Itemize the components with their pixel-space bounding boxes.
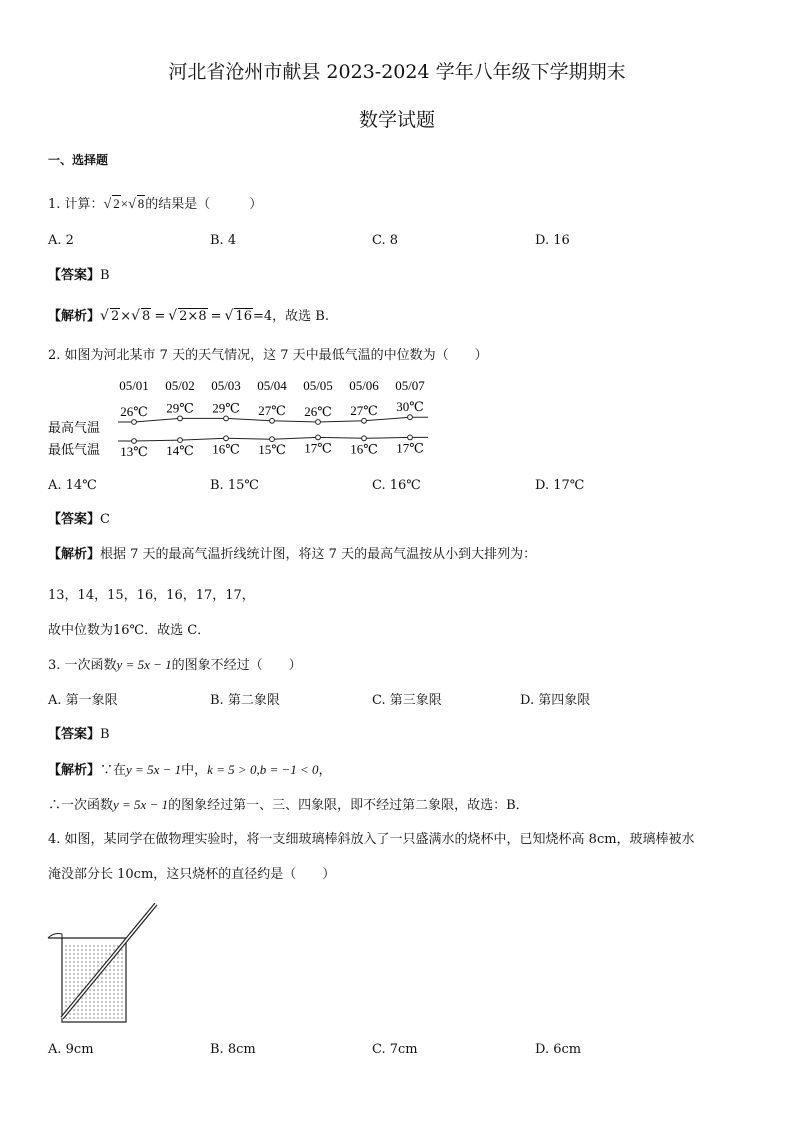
q2-conclusion: 故中位数为16℃．故选 C． (48, 623, 211, 638)
q3-stem-suffix: 的图象不经过（ ） (171, 658, 302, 673)
q2-answer-value: C (100, 512, 110, 527)
water-fill (65, 946, 124, 1018)
glass-rod-highlight (62, 904, 156, 1018)
low-temp-label: 17℃ (304, 440, 332, 456)
date-label: 05/07 (395, 378, 425, 393)
q3-option-b: B. 第二象限 (210, 693, 280, 708)
q3-analysis-label: 【解析】 (48, 763, 101, 778)
q4-option-c: C. 7cm (372, 1042, 418, 1057)
high-temp-point (362, 418, 367, 423)
q2-analysis (48, 547, 536, 563)
low-temp-point (316, 435, 321, 440)
low-temp-label: 15℃ (258, 442, 286, 458)
q4-option-d: D. 6cm (535, 1042, 582, 1057)
q1-an-r2: 8 (142, 309, 151, 324)
q4-option-b: B. 8cm (210, 1042, 256, 1057)
q3-option-a: A. 第一象限 (48, 693, 118, 708)
low-temp-row-label: 最低气温 (48, 442, 101, 457)
high-temp-point (270, 418, 275, 423)
q1-answer-value: B (100, 268, 110, 283)
date-label: 05/06 (349, 378, 379, 393)
high-temp-label: 29℃ (212, 400, 240, 416)
q1-an-result: =4，故选 B. (252, 309, 329, 324)
q3-option-d: D. 第四象限 (520, 693, 591, 708)
q3-analysis-condition: k = 5 > 0,b = −1 < 0 (207, 762, 319, 777)
section-heading: 一、选择题 (48, 153, 109, 167)
q2-analysis-label: 【解析】 (48, 547, 101, 562)
high-temp-label: 27℃ (350, 402, 378, 418)
high-temp-point (224, 416, 229, 421)
q1-times: × (120, 196, 129, 211)
q3-analysis (48, 762, 332, 779)
q1-option-a: A. 2 (48, 233, 74, 248)
q1-analysis-label: 【解析】 (48, 309, 101, 324)
q1-analysis: 【解析】√ 2×√ 8 = √ 2×8 = √ 16=4，故选 B. (48, 308, 329, 324)
q3-analysis-line2 (48, 797, 529, 814)
low-temp-label: 13℃ (120, 444, 148, 459)
q1-an-r4: 16 (235, 309, 252, 324)
q3-answer-label: 【答案】 (48, 727, 101, 742)
high-temp-row-label: 最高气温 (48, 420, 101, 435)
high-temp-label: 30℃ (396, 399, 424, 415)
date-label: 05/02 (165, 378, 195, 393)
q2-answer (48, 512, 110, 528)
low-temp-point (408, 435, 413, 440)
q1-option-b: B. 4 (210, 233, 237, 248)
q2-sorted-values: 13，14，15，16，16，17，17， (48, 588, 255, 603)
q3-analysis-a: ∵在 (100, 763, 127, 778)
q1-an-r3: 2×8 (179, 309, 207, 324)
q3-line2-a: ∴一次函数 (48, 798, 114, 813)
low-temp-point (178, 438, 183, 443)
question-1-stem (48, 195, 262, 213)
high-temp-point (316, 420, 321, 425)
q1-answer-label: 【答案】 (48, 268, 101, 283)
q2-option-d: D. 17℃ (535, 478, 585, 493)
beaker-lip (48, 934, 62, 939)
q1-expression: √ 2×√ 8 (103, 196, 145, 212)
low-temp-point (362, 436, 367, 441)
low-temp-point (132, 439, 137, 444)
q3-answer-value: B (100, 727, 110, 742)
high-temp-point (178, 416, 183, 421)
weather-chart (40, 376, 440, 464)
question-3-stem (48, 657, 302, 674)
q2-option-b: B. 15℃ (210, 478, 259, 493)
q3-line2-function: y = 5x − 1 (113, 797, 169, 812)
q1-stem-prefix: 1. 计算： (48, 197, 104, 212)
q1-option-d: D. 16 (535, 233, 570, 248)
high-temp-point (132, 420, 137, 425)
q1-option-c: C. 8 (372, 233, 399, 248)
q1-an-eq2: = (210, 309, 222, 324)
q1-an-r1: 2 (110, 309, 120, 324)
date-label: 05/04 (257, 378, 287, 393)
document-title: 河北省沧州市献县 2023-2024 学年八年级下学期期末 (168, 61, 626, 83)
q3-option-c: C. 第三象限 (372, 693, 442, 708)
date-label: 05/01 (119, 378, 149, 393)
q3-analysis-function: y = 5x − 1 (126, 762, 182, 777)
document-subtitle: 数学试题 (358, 109, 435, 131)
high-temp-label: 26℃ (120, 404, 148, 419)
low-temp-label: 17℃ (396, 440, 424, 456)
date-label: 05/05 (303, 378, 333, 393)
high-temp-label: 27℃ (258, 402, 286, 418)
beaker-figure (44, 900, 164, 1028)
low-temp-label: 16℃ (350, 441, 378, 457)
question-4-stem-line2: 淹没部分长 10cm，这只烧杯的直径约是（ ） (48, 867, 336, 882)
q3-answer (48, 727, 110, 743)
date-label: 05/03 (211, 378, 241, 393)
q1-radicand-2: 8 (137, 196, 145, 211)
beaker-outline (48, 938, 126, 1022)
low-temp-point (224, 436, 229, 441)
low-temp-label: 14℃ (166, 443, 194, 459)
question-4-stem-line1: 4. 如图，某同学在做物理实验时，将一支细玻璃棒斜放入了一只盛满水的烧杯中，已知烧杯高 8cm，玻璃棒被水 (48, 832, 695, 847)
q3-line2-b: 的图象经过第一、三、四象限，即不经过第二象限，故选：B． (168, 798, 529, 813)
q3-analysis-d: ， (318, 763, 332, 778)
q1-radicand-1: 2 (113, 196, 120, 211)
q3-function: y = 5x − 1 (116, 657, 172, 672)
q1-an-eq1: = (154, 309, 166, 324)
q1-stem-suffix: 的结果是（ ） (145, 197, 263, 212)
question-2-stem: 2. 如图为河北某市 7 天的天气情况，这 7 天中最低气温的中位数为（ ） (48, 348, 488, 363)
q4-option-a: A. 9cm (48, 1042, 94, 1057)
q3-stem-prefix: 3. 一次函数 (48, 658, 117, 673)
q2-analysis-text: 根据 7 天的最高气温折线统计图，将这 7 天的最高气温按从小到大排列为： (100, 547, 537, 562)
q1-answer (48, 268, 110, 284)
low-temp-label: 16℃ (212, 441, 240, 457)
high-temp-label: 29℃ (166, 400, 194, 416)
high-temp-label: 26℃ (304, 404, 332, 419)
q2-option-c: C. 16℃ (372, 478, 421, 493)
q3-analysis-b: 中， (181, 763, 208, 778)
q1-an-times: × (120, 309, 132, 324)
low-temp-point (270, 437, 275, 442)
high-temp-point (408, 415, 413, 420)
q2-option-a: A. 14℃ (48, 478, 97, 493)
q2-answer-label: 【答案】 (48, 512, 101, 527)
